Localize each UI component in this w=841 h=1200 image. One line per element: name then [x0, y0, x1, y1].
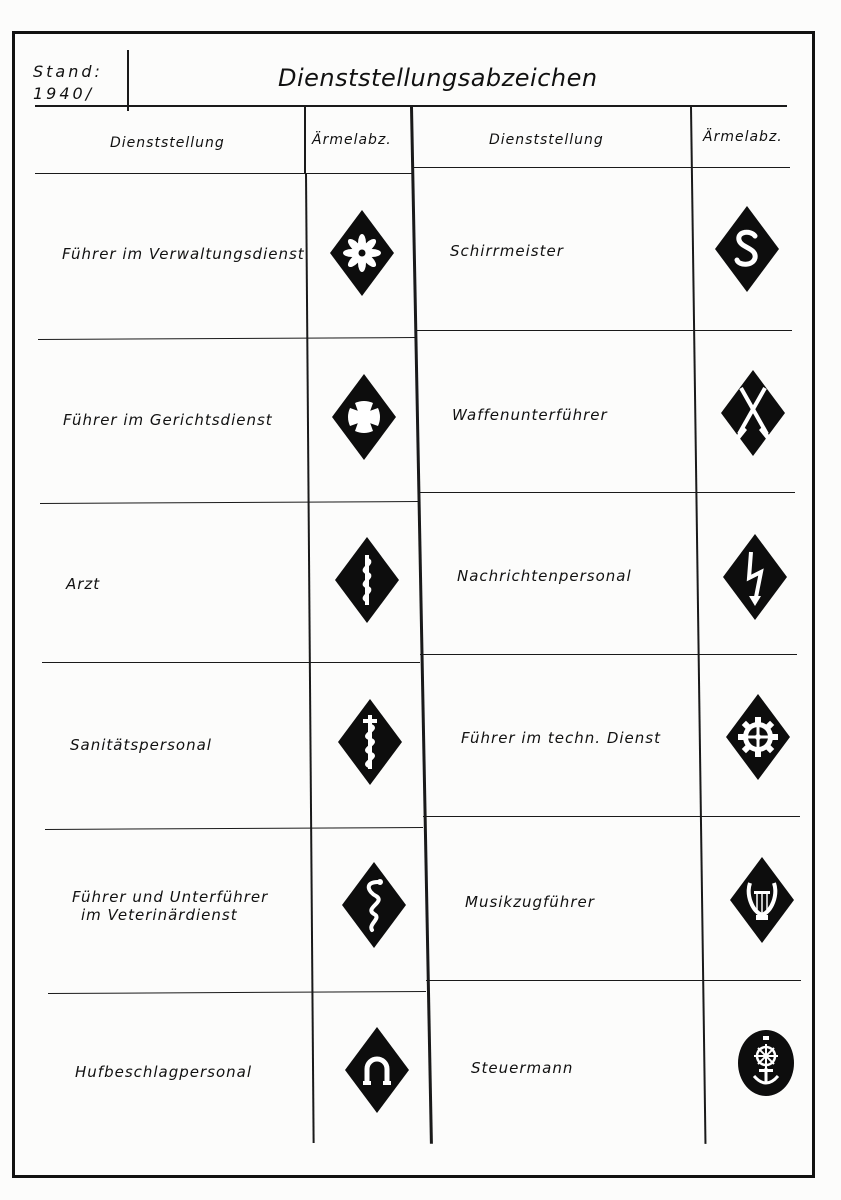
row-rule [35, 173, 413, 174]
cross-pattee-icon [324, 372, 404, 462]
crossed-rifles-icon [713, 368, 793, 458]
rank-label: Führer und Unterführer im Veterinärdienst [72, 888, 269, 924]
row-rule [426, 980, 801, 981]
row-rule [418, 492, 795, 493]
row-rule [420, 654, 797, 655]
page-title: Dienststellungsabzeichen [278, 64, 598, 92]
row-rule [423, 816, 800, 817]
row-rule [413, 167, 790, 168]
rank-label: Steuermann [471, 1059, 574, 1077]
column-divider [304, 107, 306, 173]
rank-label: Führer im techn. Dienst [461, 729, 661, 747]
row-rule [416, 330, 792, 331]
header-left-rank: Dienststellung [110, 135, 225, 151]
rank-label: Schirrmeister [450, 242, 564, 260]
rank-label: Waffenunterführer [452, 406, 608, 424]
gear-wheel-icon [718, 692, 798, 782]
stand-date: Stand: 1940/ [33, 62, 103, 103]
row-rule [42, 662, 420, 663]
lyre-icon [722, 855, 802, 945]
letter-s-icon [707, 204, 787, 294]
header-right-badge: Ärmelabz. [703, 129, 783, 145]
rank-label: Arzt [66, 575, 101, 593]
staff-with-snake-icon [330, 697, 410, 787]
staff-of-aesculapius-icon [327, 535, 407, 625]
rank-label: Führer im Gerichtsdienst [63, 411, 273, 429]
rank-label: Musikzugführer [465, 893, 595, 911]
rank-label: Sanitätspersonal [70, 736, 212, 754]
rank-label: Hufbeschlagpersonal [75, 1063, 253, 1081]
horseshoe-icon [337, 1025, 417, 1115]
flower-icon [322, 208, 402, 298]
snake-icon [334, 860, 414, 950]
stand-divider [127, 50, 129, 111]
rank-label: Nachrichtenpersonal [457, 567, 632, 585]
header-left-badge: Ärmelabz. [312, 132, 392, 148]
ship-wheel-anchor-icon [726, 1018, 806, 1108]
rank-label: Führer im Verwaltungsdienst [62, 245, 305, 263]
header-right-rank: Dienststellung [489, 132, 604, 148]
lightning-bolt-icon [715, 532, 795, 622]
